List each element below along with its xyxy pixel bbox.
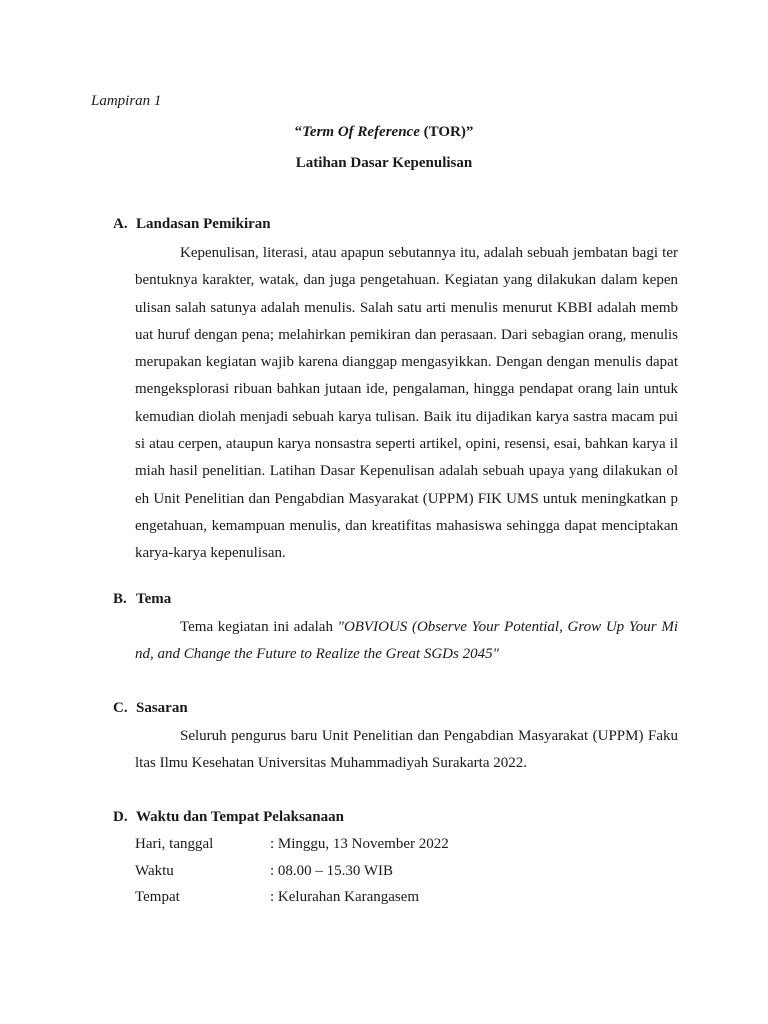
section-d-letter: D. xyxy=(113,809,128,825)
title-open-quote: “ xyxy=(294,124,303,140)
section-c-paragraph xyxy=(135,723,678,778)
section-a-paragraph xyxy=(135,240,678,568)
schedule-value: : Kelurahan Karangasem xyxy=(270,889,420,905)
lampiran-label: Lampiran 1 xyxy=(91,93,162,109)
paragraph-line: engetahuan, kemampuan menulis, dan kreatifitas mahasiswa sehingga dapat menciptakan xyxy=(135,517,678,534)
section-d-title: Waktu dan Tempat Pelaksanaan xyxy=(136,809,344,825)
section-d-heading xyxy=(113,809,344,826)
paragraph-line: miah hasil penelitian. Latihan Dasar Kepenulisan adalah sebuah upaya yang dilakukan ol xyxy=(135,463,678,480)
schedule-table xyxy=(135,836,449,916)
paragraph-line: Seluruh pengurus baru Unit Penelitian dan Pengabdian Masyarakat (UPPM) Faku xyxy=(180,728,678,744)
section-a-title: Landasan Pemikiran xyxy=(136,216,271,232)
section-b-title: Tema xyxy=(136,591,172,607)
document-title xyxy=(0,124,768,141)
paragraph-line: ulisan salah satunya adalah menulis. Salah satu arti menulis menurut KBBI adalah memb xyxy=(135,299,678,316)
title-italic: Term Of Reference xyxy=(302,124,420,140)
section-b-letter: B. xyxy=(113,591,127,607)
paragraph-line: eh Unit Penelitian dan Pengabdian Masyarakat (UPPM) FIK UMS untuk meningkatkan p xyxy=(135,490,678,507)
schedule-label: Tempat xyxy=(135,889,180,905)
theme-title-part2: nd, and Change the Future to Realize the Great SGDs 2045" xyxy=(135,646,499,663)
schedule-label: Waktu xyxy=(135,862,174,879)
theme-intro: Tema kegiatan ini adalah xyxy=(180,619,338,635)
schedule-row-time xyxy=(135,863,449,890)
paragraph-line: si atau cerpen, ataupun karya nonsastra seperti artikel, opini, resensi, esai, bahkan karya il xyxy=(135,436,678,453)
paragraph-line: ltas Ilmu Kesehatan Universitas Muhammadiyah Surakarta 2022. xyxy=(135,755,527,772)
section-c-heading xyxy=(113,700,188,717)
section-c-letter: C. xyxy=(113,700,128,716)
paragraph-line: Kepenulisan, literasi, atau apapun sebutannya itu, adalah sebuah jembatan bagi ter xyxy=(180,245,678,261)
title-rest: (TOR)” xyxy=(419,124,474,140)
schedule-label: Hari, tanggal xyxy=(135,836,214,852)
section-b-heading xyxy=(113,591,171,608)
section-c-title: Sasaran xyxy=(136,700,188,716)
schedule-row-place xyxy=(135,889,449,916)
document-subtitle: Latihan Dasar Kepenulisan xyxy=(295,155,473,171)
section-a-letter: A. xyxy=(113,216,128,232)
schedule-value: : 08.00 – 15.30 WIB xyxy=(270,862,394,879)
theme-title-part1: "OBVIOUS (Observe Your Potential, Grow Up Your Mi xyxy=(337,619,678,635)
schedule-row-date xyxy=(135,836,449,863)
paragraph-line: karya-karya kepenulisan. xyxy=(135,545,286,562)
paragraph-line: uat huruf dengan pena; melahirkan pemikiran dan perasaan. Dari sebagian orang, menulis xyxy=(135,326,678,343)
paragraph-line xyxy=(135,614,678,641)
section-b-paragraph xyxy=(135,614,678,669)
paragraph-line: mengeksplorasi ribuan bahkan jutaan ide, pengalaman, hingga pendapat orang lain untuk xyxy=(135,381,678,398)
schedule-value: : Minggu, 13 November 2022 xyxy=(270,836,449,852)
section-a-heading xyxy=(113,216,271,233)
paragraph-line: kemudian diolah menjadi sebuah karya tulisan. Baik itu dijadikan karya sastra macam pui xyxy=(135,408,678,425)
paragraph-line: bentuknya karakter, watak, dan juga pengetahuan. Kegiatan yang dilakukan dalam kepen xyxy=(135,272,678,289)
paragraph-line: merupakan kegiatan wajib karena dianggap mengasyikkan. Dengan dengan menulis dapat xyxy=(135,354,678,371)
